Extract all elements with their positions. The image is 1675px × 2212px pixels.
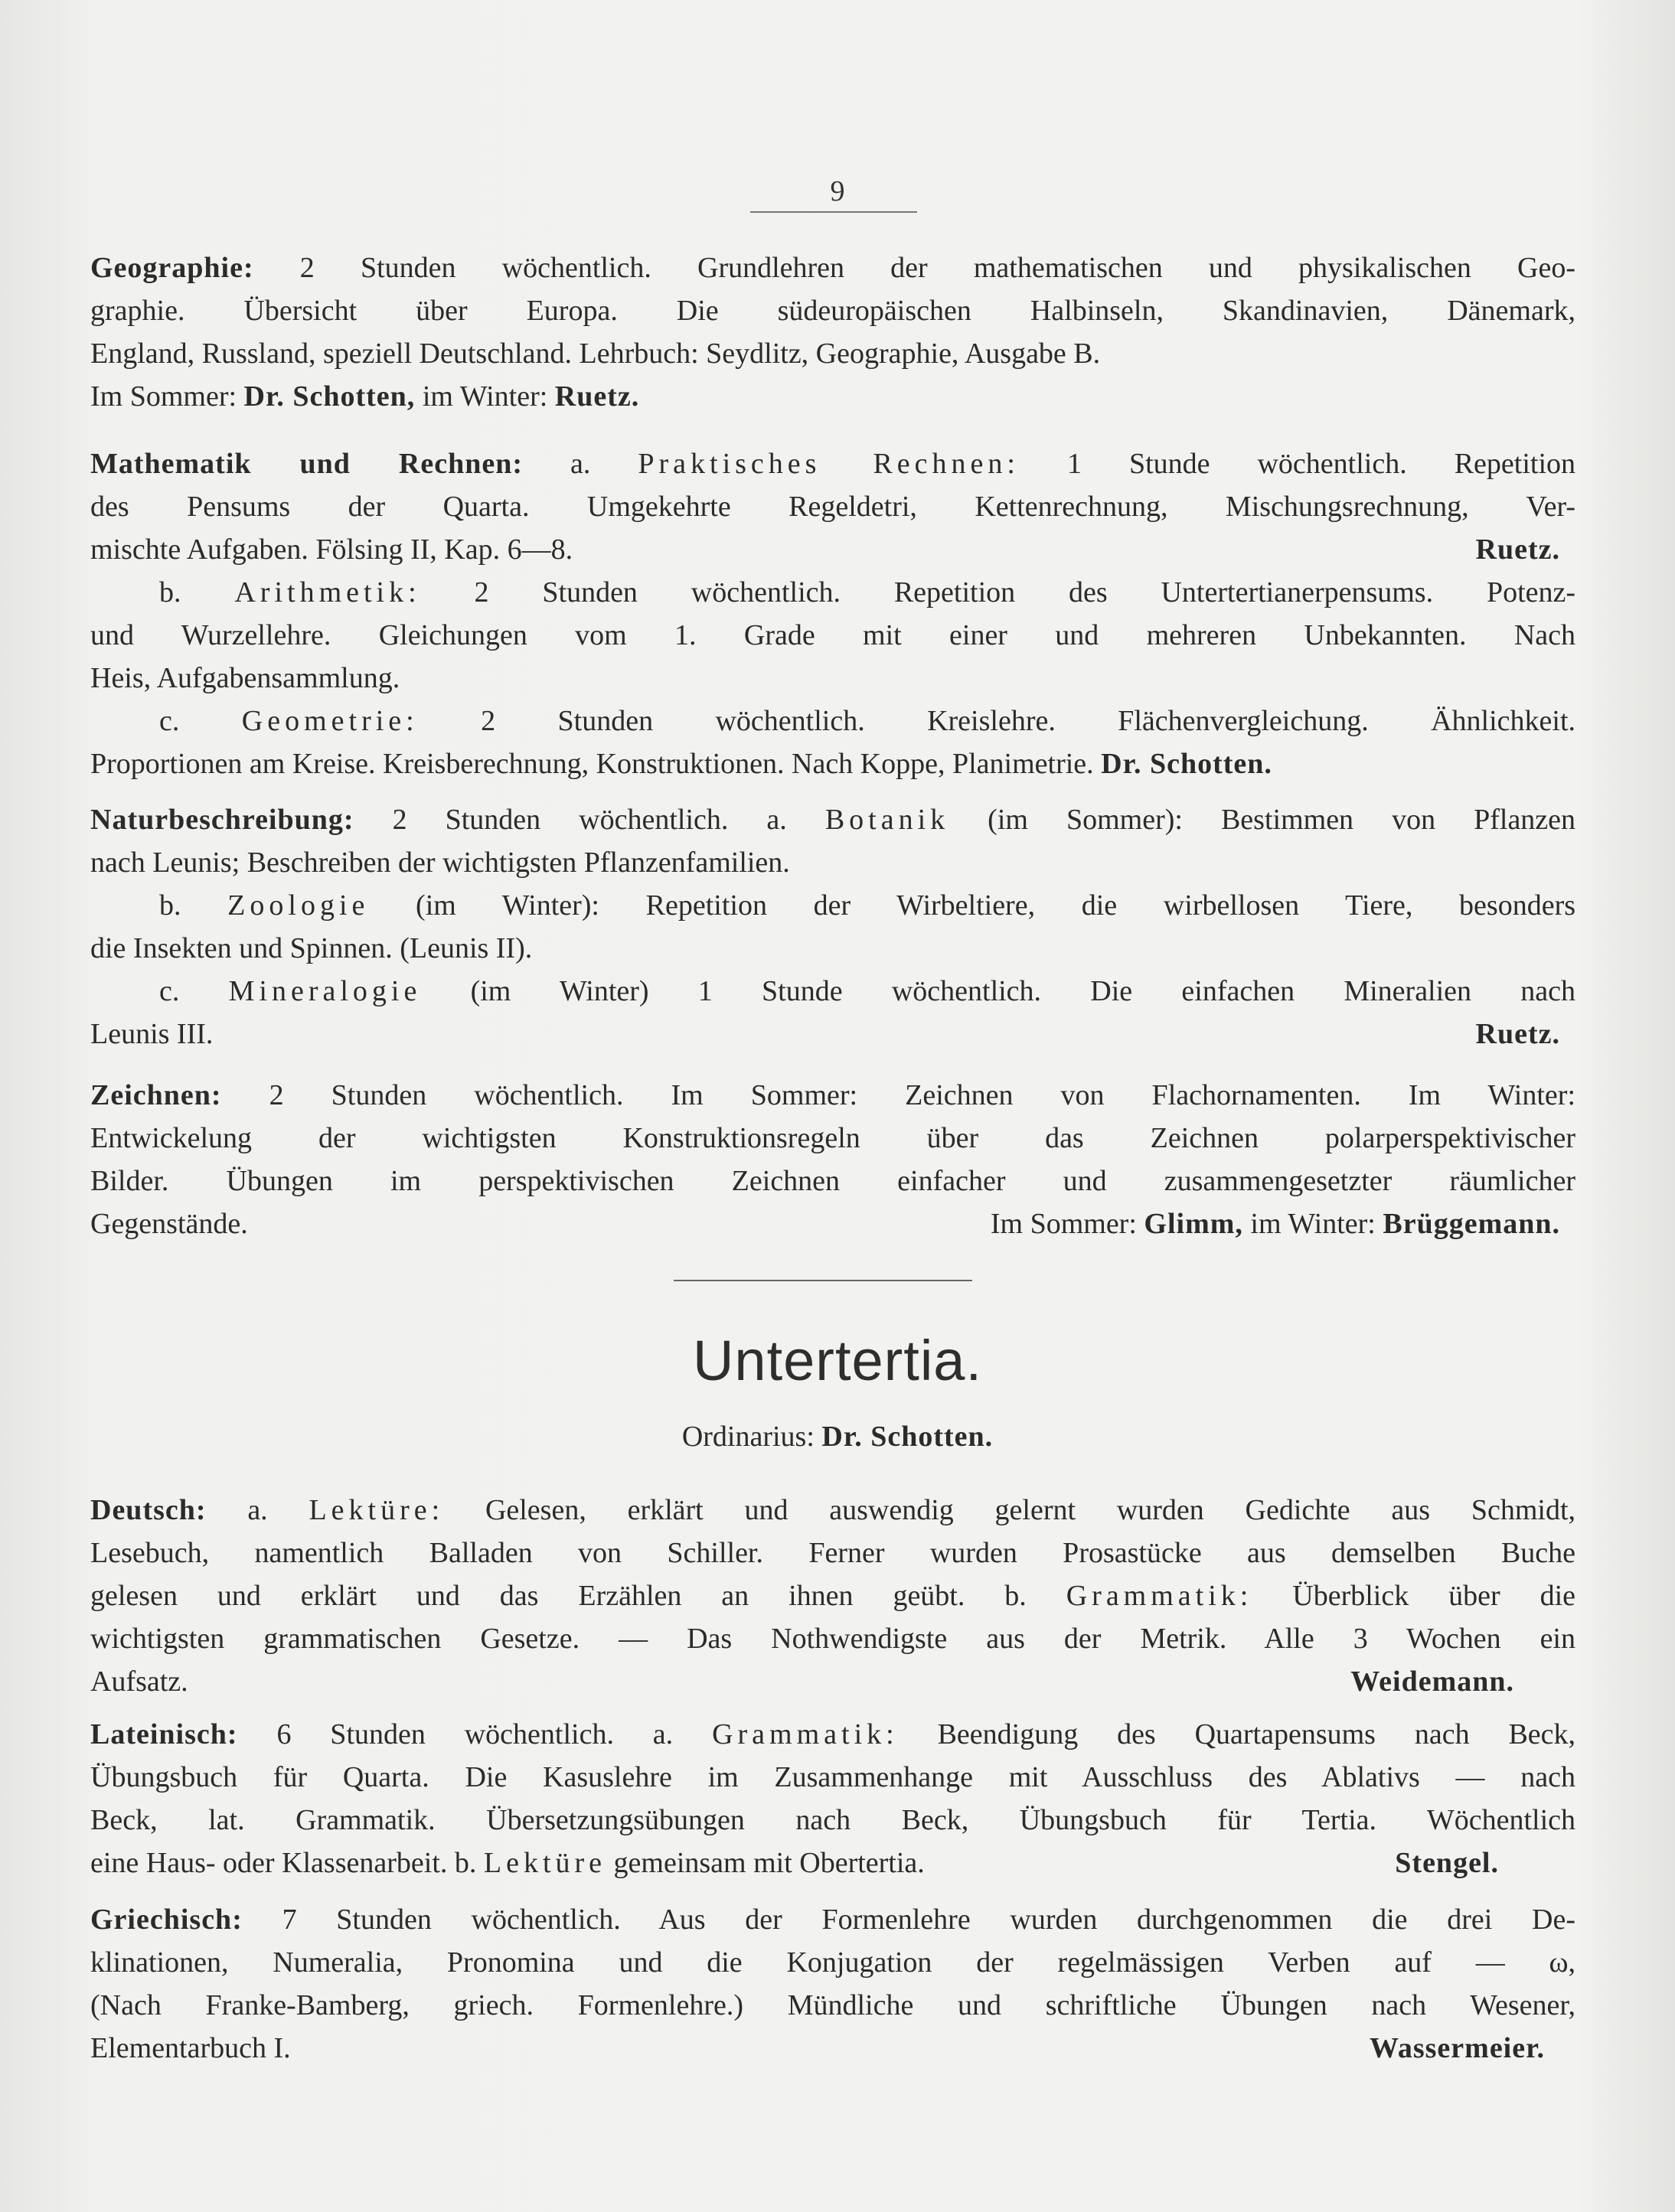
deutsch-line-1: Deutsch: a. Lektüre: Gelesen, erklärt und auswendig gelernt wurden Gedichte aus Schmidt, — [90, 1494, 1576, 1526]
mathematik-line-4: b. Arithmetik: 2 Stunden wöchentlich. Repetition des Untertertianerpensums. Potenz- — [159, 576, 1576, 608]
latein-line-4: eine Haus- oder Klassenarbeit. b. Lektüre gemeinsam mit Obertertia. Stengel. — [90, 1842, 1575, 1884]
topic-grammatik: Grammatik: — [712, 1718, 899, 1750]
griechisch-line-2: klinationen, Numeralia, Pronomina und die Konjugation der regelmässigen Verben auf — ω, — [90, 1946, 1575, 1979]
teacher-name: Glimm, — [1144, 1208, 1243, 1240]
teacher-name: Dr. Schotten, — [243, 380, 416, 413]
section-divider — [674, 1280, 972, 1281]
zeichnen-teacher-line: Im Sommer: Glimm, im Winter: Brüggemann. — [990, 1208, 1560, 1240]
zeichnen-line-2: Entwickelung der wichtigsten Konstruktionsregeln über das Zeichnen polarperspektivischer — [90, 1122, 1575, 1154]
mathematik-line-5: und Wurzellehre. Gleichungen vom 1. Grade mit einer und mehreren Unbekannten. Nach — [90, 619, 1575, 651]
mathematik-line-1: Mathematik und Rechnen: a. Praktisches Rechnen: 1 Stunde wöchentlich. Repetition — [90, 448, 1576, 480]
page-number: 9 — [830, 175, 845, 207]
teacher-name: Ruetz. — [1475, 1018, 1560, 1050]
latein-line-3: Beck, lat. Grammatik. Übersetzungsübungen nach Beck, Übungsbuch für Tertia. Wöchentlich — [90, 1804, 1575, 1836]
natur-line-6: Leunis III. Ruetz. — [90, 1013, 1575, 1055]
ordinarius-name: Dr. Schotten. — [821, 1421, 994, 1453]
paragraph-griechisch — [90, 1898, 1575, 2070]
teacher-name: Dr. Schotten. — [1101, 748, 1272, 780]
mathematik-line-6: Heis, Aufgabensammlung. — [90, 662, 400, 694]
topic-botanik: Botanik — [824, 804, 950, 836]
mathematik-line-7: c. Geometrie: 2 Stunden wöchentlich. Kreislehre. Flächenvergleichung. Ähnlichkeit. — [159, 705, 1576, 737]
latein-line-2: Übungsbuch für Quarta. Die Kasuslehre im Zusammenhange mit Ausschluss des Ablativs — nach — [90, 1761, 1575, 1793]
section-title: Untertertia. — [692, 1329, 983, 1392]
griechisch-line-3: (Nach Franke-Bamberg, griech. Formenlehre.) Mündliche und schriftliche Übungen nach Wesener, — [90, 1989, 1575, 2021]
zeichnen-line-3: Bilder. Übungen im perspektivischen Zeichnen einfacher und zusammengesetzter räumlicher — [90, 1165, 1575, 1197]
page-number-rule — [750, 211, 917, 213]
natur-line-5: c. Mineralogie (im Winter) 1 Stunde wöchentlich. Die einfachen Mineralien nach — [159, 975, 1576, 1007]
mathematik-line-8: Proportionen am Kreise. Kreisberechnung, Konstruktionen. Nach Koppe, Planimetrie. Dr. Schotten. — [90, 748, 1272, 780]
subject-heading-geographie: Geographie: — [90, 252, 254, 284]
subject-heading-mathematik: Mathematik und Rechnen: — [90, 448, 523, 480]
deutsch-line-4: wichtigsten grammatischen Gesetze. — Das Nothwendigste aus der Metrik. Alle 3 Wochen ein — [90, 1623, 1575, 1655]
paragraph-lateinisch — [90, 1713, 1575, 1884]
ordinarius-line: Ordinarius: Dr. Schotten. — [681, 1421, 994, 1453]
natur-line-1: Naturbeschreibung: 2 Stunden wöchentlich. a. Botanik (im Sommer): Bestimmen von Pflanzen — [90, 804, 1576, 836]
griechisch-line-4: Elementarbuch I. Wassermeier. — [90, 2027, 1575, 2070]
topic-zoologie: Zoologie — [227, 889, 370, 922]
paragraph-deutsch — [90, 1489, 1575, 1703]
topic-grammatik: Grammatik: — [1066, 1580, 1253, 1612]
natur-line-4: die Insekten und Spinnen. (Leunis II). — [90, 932, 533, 964]
teacher-name: Wassermeier. — [1369, 2032, 1545, 2064]
subject-heading-deutsch: Deutsch: — [90, 1494, 207, 1526]
paragraph-naturbeschreibung — [90, 798, 1575, 1055]
subject-heading-zeichnen: Zeichnen: — [90, 1079, 222, 1111]
topic-praktisches-rechnen: Praktisches Rechnen: — [638, 448, 1020, 480]
subject-heading-griechisch: Griechisch: — [90, 1904, 243, 1936]
topic-lektuere: Lektüre: — [309, 1494, 445, 1526]
deutsch-line-5: Aufsatz. Weidemann. — [90, 1660, 1575, 1703]
paragraph-zeichnen — [90, 1074, 1575, 1245]
topic-mineralogie: Mineralogie — [228, 975, 422, 1007]
zeichnen-line-4: Gegenstände. Im Sommer: Glimm, im Winter: Brüggemann. — [90, 1202, 1575, 1245]
paragraph-mathematik — [90, 442, 1575, 785]
griechisch-line-1: Griechisch: 7 Stunden wöchentlich. Aus der Formenlehre wurden durchgenommen die drei De- — [90, 1904, 1576, 1936]
geographie-line-1: Geographie: 2 Stunden wöchentlich. Grundlehren der mathematischen und physikalischen Geo- — [90, 252, 1576, 284]
deutsch-line-2: Lesebuch, namentlich Balladen von Schiller. Ferner wurden Prosastücke aus demselben Buche — [90, 1537, 1575, 1569]
teacher-name: Ruetz. — [554, 380, 640, 413]
paragraph-geographie — [90, 246, 1575, 418]
geographie-teacher-line: Im Sommer: Dr. Schotten, im Winter: Ruetz. — [90, 380, 640, 413]
teacher-name: Weidemann. — [1350, 1666, 1514, 1698]
topic-geometrie: Geometrie: — [241, 705, 419, 737]
deutsch-line-3: gelesen und erklärt und das Erzählen an ihnen geübt. b. Grammatik: Überblick über die — [90, 1580, 1575, 1612]
subject-heading-naturbeschreibung: Naturbeschreibung: — [90, 804, 354, 836]
teacher-name: Ruetz. — [1475, 533, 1560, 566]
zeichnen-line-1: Zeichnen: 2 Stunden wöchentlich. Im Sommer: Zeichnen von Flachornamenten. Im Winter: — [90, 1079, 1575, 1111]
latein-line-1: Lateinisch: 6 Stunden wöchentlich. a. Grammatik: Beendigung des Quartapensums nach Beck, — [90, 1718, 1576, 1750]
natur-line-2: nach Leunis; Beschreiben der wichtigsten Pflanzenfamilien. — [90, 847, 790, 879]
mathematik-line-2: des Pensums der Quarta. Umgekehrte Regeldetri, Kettenrechnung, Mischungsrechnung, Ver- — [90, 491, 1575, 523]
subject-heading-lateinisch: Lateinisch: — [90, 1718, 238, 1750]
geographie-line-2: graphie. Übersicht über Europa. Die südeuropäischen Halbinseln, Skandinavien, Dänemark, — [90, 295, 1575, 327]
topic-arithmetik: Arithmetik: — [234, 576, 421, 608]
natur-line-3: b. Zoologie (im Winter): Repetition der Wirbeltiere, die wirbellosen Tiere, besonders — [159, 889, 1576, 922]
mathematik-line-3: mischte Aufgaben. Fölsing II, Kap. 6—8. Ruetz. — [90, 528, 1575, 571]
topic-lektuere: Lektüre — [483, 1847, 607, 1879]
teacher-name: Brüggemann. — [1383, 1208, 1560, 1240]
geographie-line-3: England, Russland, speziell Deutschland. Lehrbuch: Seydlitz, Geographie, Ausgabe B. — [90, 338, 1101, 370]
teacher-name: Stengel. — [1395, 1847, 1499, 1879]
